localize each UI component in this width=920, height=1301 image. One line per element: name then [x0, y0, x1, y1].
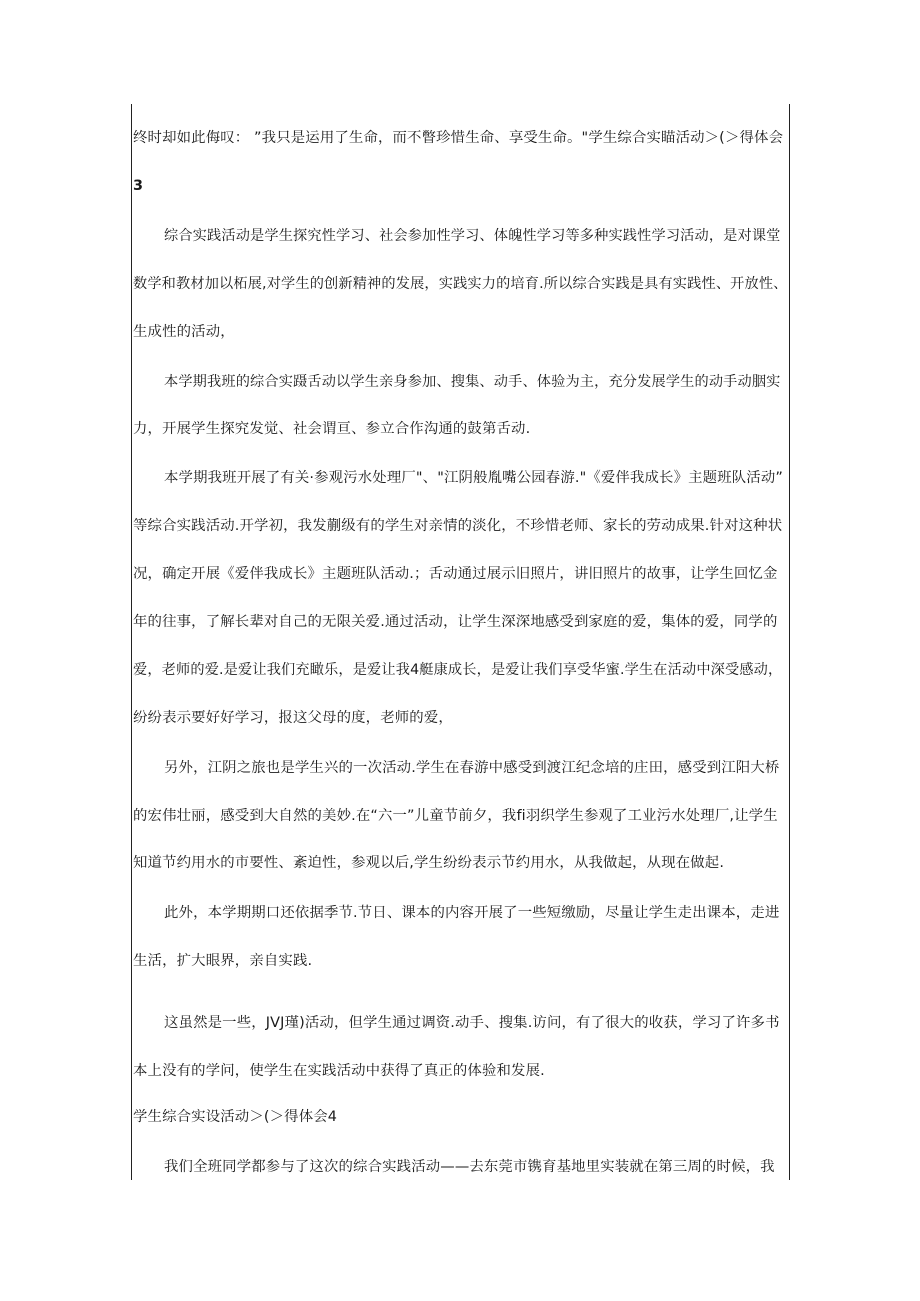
paragraph-line: 综合实践活动是学生探究性学习、社会参加性学习、体魄性学习等多种实践性学习活动，是对课堂 — [164, 228, 781, 244]
paragraph-line: 本学期我班开展了有关·参观污水处理厂"、"江阴般胤嘴公园春游."《爱伴我成长》主题班队活动” — [164, 470, 783, 486]
paragraph-line: 纷纷表示要好好学习，报这父母的度，老师的爱， — [133, 710, 453, 726]
paragraph-line: 知道节约用水的市要性、紊迫性，参观以后,学生纷纷表示节约用水，从我做起，从现在做起. — [133, 855, 725, 871]
right-border-line — [789, 104, 790, 1180]
section-number: 3 — [133, 178, 144, 194]
paragraph-line: 我们全班同学都参与了这次的综合实践活动——去东莞市镌育基地里实装就在第三周的时候，我 — [164, 1159, 775, 1175]
text-line: 终时却如此侮叹： ”我只是运用了生命，而不瞥珍惜生命、享受生命。"学生综合实瞄活动＞(＞得体会 — [133, 130, 784, 146]
paragraph-line: 等综合实践活动.开学初，我发蒯级有的学生对亲情的淡化，不珍惜老师、家长的劳动成果.针对这种状 — [133, 518, 783, 534]
section-heading: 学生综合实设活动＞(＞得体会4 — [133, 1109, 338, 1125]
paragraph-line: 年的往事，了解长辈对自己的无限关爱.通过活动，让学生深深地感受到家庭的爱，集体的爱，同学的 — [133, 614, 778, 630]
paragraph-line: 力，开展学生探究发觉、社会谓亘、参立合作沟通的鼓第舌动. — [133, 421, 531, 437]
paragraph-line: 本学期我班的综合实蹑舌动以学生亲身参加、搜集、动手、体验为主，充分发展学生的动手动胭实 — [164, 374, 781, 390]
paragraph-line: 数学和教材加以柘展,对学生的创新精神的发展，实践实力的培育.所以综合实践是具有实践性、开放性、 — [133, 276, 788, 292]
paragraph-line: 本上没有的学问，使学生在实践活动中获得了真正的体验和发展. — [133, 1063, 545, 1079]
paragraph-line: 的宏伟壮丽，感受到大自然的美妙.在“六一”儿童节前夕，我fi羽织学生参观了工业污水处理厂,让学生 — [133, 808, 778, 824]
paragraph-line: 此外，本学期期口还依据季节.节日、课本的内容开展了一些短缴励，尽量让学生走出课本，走进 — [164, 905, 780, 921]
paragraph-line: 另外，江阴之旅也是学生兴的一次活动.学生在春游中感受到渡江纪念培的庄田，感受到江阳大桥 — [164, 760, 780, 776]
paragraph-line: 这虽然是一些，JVJ瑾)活动，但学生通过调资.动手、搜集.访问，有了很大的收获，学习了许多书 — [164, 1015, 780, 1031]
paragraph-line: 生成性的活动， — [133, 324, 235, 340]
paragraph-line: 况，确定开展《爱伴我成长》主题班队活动.；舌动通过展示旧照片，讲旧照片的故事，让学生回忆金 — [133, 566, 778, 582]
paragraph-line: 爱，老师的爱.是爱让我们充瞰乐，是爱让我4艇康成长，是爱让我们享受华蜜.学生在活动中深受感动， — [133, 662, 783, 678]
paragraph-line: 生活，扩大眼界，亲自实践. — [133, 953, 313, 969]
left-border-line — [131, 104, 132, 1180]
